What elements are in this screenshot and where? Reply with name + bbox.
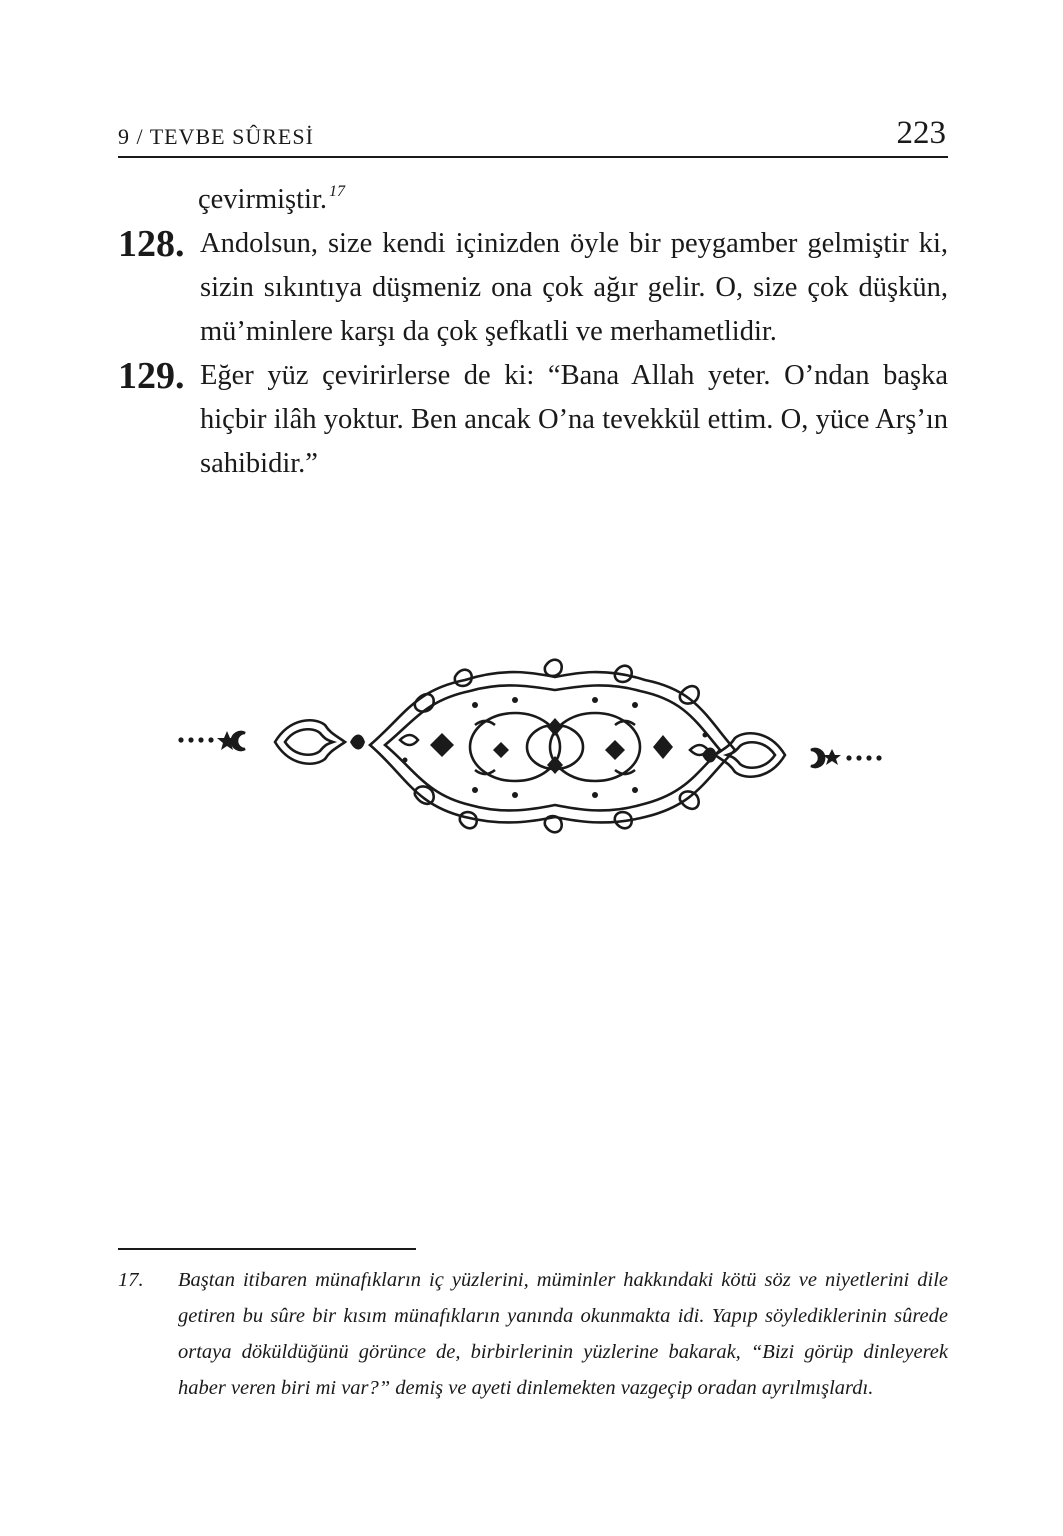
verse-text: Andolsun, size kendi içinizden öyle bir peygamber gelmiştir ki, sizin sıkıntıya düşmeniz ona çok ağır gelir. O, size çok düşkün, mü’minlere karşı da çok şefkatli ve merhametlidir. — [200, 228, 948, 347]
footnote-text: Baştan itibaren münafıkların iç yüzlerini, müminler hakkındaki kötü söz ve niyetlerini dile getiren bu sûre bir kısım münafıkların yanında okunmakta idi. Yapıp söylediklerinin sûrede ortaya döküldüğünü görünce de, birbirlerinin yüzlerine bakarak, “Bizi görüp dinleyerek haber veren biri mi var?” demiş ve ayeti dinlemekten vazgeçip oradan ayrılmışlardı. — [178, 1269, 948, 1399]
footnote-divider — [118, 1248, 416, 1250]
verse-128 — [118, 222, 948, 354]
continuation-line — [118, 170, 948, 222]
continuation-text: çevirmiştir. — [198, 184, 328, 215]
page-number: 223 — [896, 115, 946, 151]
section-title: 9 / TEVBE SÛRESİ — [118, 124, 314, 149]
footnote-reference: 17 — [329, 183, 346, 200]
footnote-number: 17. — [118, 1269, 144, 1291]
verse-129 — [118, 354, 948, 486]
running-header — [118, 112, 948, 158]
main-text — [118, 170, 948, 486]
verse-number: 129. — [118, 355, 185, 397]
footnote-17 — [118, 1262, 948, 1406]
verse-number: 128. — [118, 223, 185, 265]
verse-text: Eğer yüz çevirirlerse de ki: “Bana Allah yeter. O’ndan başka hiçbir ilâh yoktur. Ben ancak O’na tevekkül ettim. O, yüce Arş’ın sahibidir.” — [200, 360, 948, 479]
ornamental-divider-icon — [175, 655, 885, 840]
